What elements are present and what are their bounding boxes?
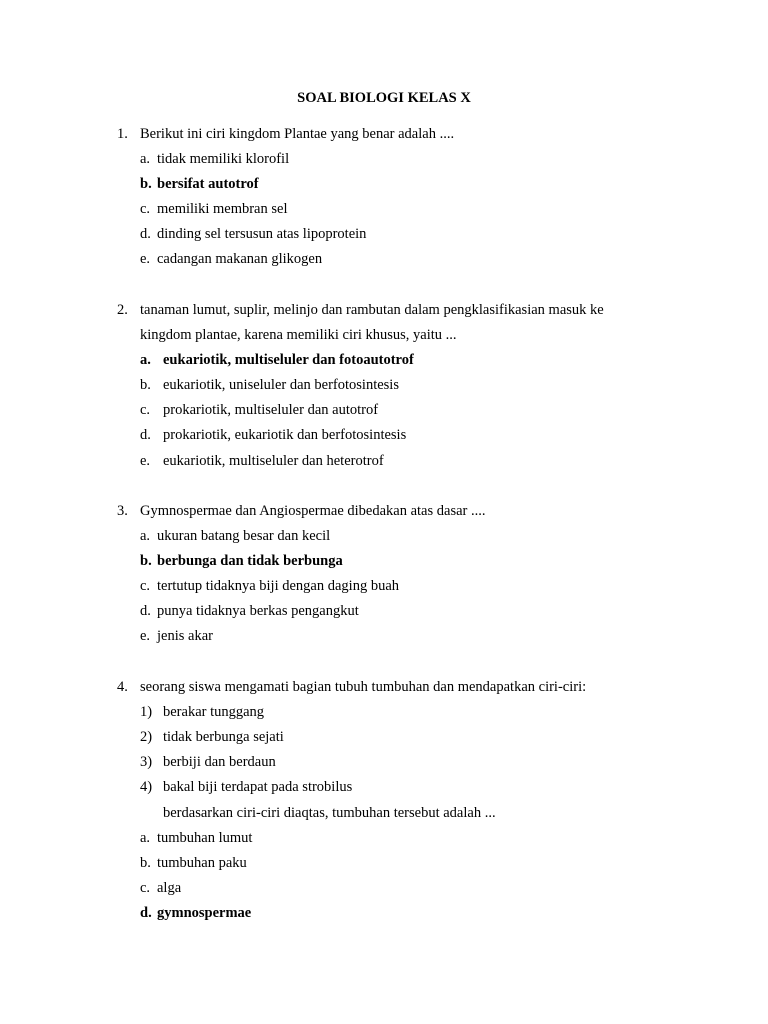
option-text: dinding sel tersusun atas lipoprotein (157, 226, 367, 242)
option-label: d. (140, 226, 151, 242)
option-text: punya tidaknya berkas pengangkut (157, 603, 359, 619)
option-label: c. (140, 578, 151, 594)
option-label: c. (140, 402, 151, 418)
trait-label: 3) (140, 754, 153, 770)
option-label: c. (140, 880, 151, 896)
option-label: a. (140, 352, 151, 368)
option-text: eukariotik, multiseluler dan heterotrof (163, 453, 384, 469)
option-label: a. (140, 151, 151, 167)
option-text: alga (157, 880, 182, 896)
question-number: 3. (117, 503, 128, 519)
option-text: memiliki membran sel (157, 201, 288, 217)
option-text: ukuran batang besar dan kecil (157, 528, 331, 544)
option-label: a. (140, 830, 151, 846)
option-label: e. (140, 251, 151, 267)
question-text: Gymnospermae dan Angiospermae dibedakan atas dasar .... (140, 503, 486, 519)
question-text: seorang siswa mengamati bagian tubuh tumbuhan dan mendapatkan ciri-ciri: (140, 679, 587, 695)
question-number: 1. (117, 126, 128, 142)
question-number: 4. (117, 679, 128, 695)
option-label: b. (140, 176, 152, 192)
trait-label: 4) (140, 779, 153, 795)
option-label: e. (140, 628, 151, 644)
option-text: tumbuhan paku (157, 855, 247, 871)
option-text: tertutup tidaknya biji dengan daging buah (157, 578, 400, 594)
option-label: b. (140, 377, 151, 393)
option-text: tidak memiliki klorofil (157, 151, 290, 167)
trait-text: berbiji dan berdaun (163, 754, 276, 770)
option-text: eukariotik, multiseluler dan fotoautotrof (163, 352, 414, 368)
option-text: berbunga dan tidak berbunga (157, 553, 343, 569)
option-text: bersifat autotrof (157, 176, 259, 192)
option-text: tumbuhan lumut (157, 830, 253, 846)
option-label: b. (140, 855, 151, 871)
option-label: c. (140, 201, 151, 217)
option-label: d. (140, 603, 151, 619)
option-text: eukariotik, uniseluler dan berfotosintesis (163, 377, 399, 393)
option-text: jenis akar (157, 628, 213, 644)
trait-label: 2) (140, 729, 153, 745)
question-text: Berikut ini ciri kingdom Plantae yang benar adalah .... (140, 126, 455, 142)
option-text: prokariotik, multiseluler dan autotrof (163, 402, 379, 418)
option-label: b. (140, 553, 152, 569)
question-number: 2. (117, 302, 128, 318)
trait-text: tidak berbunga sejati (163, 729, 284, 745)
trait-text: bakal biji terdapat pada strobilus (163, 779, 353, 795)
option-text: gymnospermae (157, 905, 252, 921)
trait-label: 1) (140, 704, 153, 720)
question-text: kingdom plantae, karena memiliki ciri khusus, yaitu ... (140, 327, 457, 343)
option-label: d. (140, 427, 151, 443)
trait-text: berakar tunggang (163, 704, 265, 720)
option-label: a. (140, 528, 151, 544)
followup-text: berdasarkan ciri-ciri diaqtas, tumbuhan tersebut adalah ... (163, 805, 496, 821)
option-text: cadangan makanan glikogen (157, 251, 323, 267)
option-label: d. (140, 905, 152, 921)
document-title: SOAL BIOLOGI KELAS X (297, 90, 471, 106)
option-text: prokariotik, eukariotik dan berfotosintesis (163, 427, 407, 443)
option-label: e. (140, 453, 151, 469)
question-text: tanaman lumut, suplir, melinjo dan rambutan dalam pengklasifikasian masuk ke (140, 302, 604, 318)
